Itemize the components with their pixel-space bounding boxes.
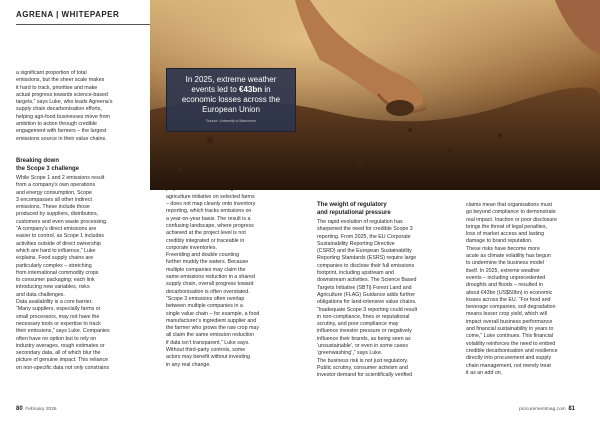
callout-highlight: €43bn xyxy=(239,85,263,94)
section-header: AGRENA | WHITEPAPER xyxy=(16,10,120,19)
col1-intro: a significant proportion of total emissions, but the sheer scale makes it hard to track, prioritise and make actual progress towards science-based targets,” says Luke, who leads Agreena’s supply chain decarbonisation efforts, helping agri-food businesses move from ambition to action through credible engagement with farmers – the largest emissions source in their value chains. xyxy=(16,70,113,142)
footer-right xyxy=(519,406,575,412)
website-url: procurementmag.com xyxy=(519,407,566,412)
callout-text-before: In 2025, extreme weather events led to xyxy=(185,75,277,94)
callout-stat-box xyxy=(166,68,296,132)
col3-heading: The weight of regulatory and reputational pressure xyxy=(317,202,391,216)
page-number-left: 80 xyxy=(16,406,23,412)
col1-heading: Breaking down the Scope 3 challenge xyxy=(16,158,80,172)
col3-body: The rapid evolution of regulation has sharpened the need for credible Scope 3 reporting. From 2025, the EU Corporate Sustainability Reporting Directive (CSRD) and the European Sustainability Reporting Standards (ESRS) require large companies to disclose their full emissions footprint, including upstream and downstream activities. The Science Based Targets Initiative (SBTi) Forest Land and Agriculture (FLAG) Guidance adds further obligations for land-intensive value chains. “Inadequate Scope 3 reporting could result in non-compliance, fines or reputational scrutiny, and poor compliance may influence investor pressure or negatively influence their brands, as being seen as ‘unsustainable’, or even in some cases ‘greenwashing’,” says Luke. The business risk is not just regulatory. Public scrutiny, consumer activism and investor demand for scientifically verified xyxy=(317,219,418,379)
page-number-right: 81 xyxy=(568,406,576,412)
callout-stat xyxy=(175,75,287,115)
col4-body: claims mean that organisations must go beyond compliance to demonstrate real impact. Inaction or poor disclosure brings the threat of legal penalties, loss of market access and lasting damage to brand reputation. These risks have become more acute as climate volatility has begun to undermine the business model itself. In 2025, extreme weather events – including unprecedented droughts and floods – resulted in about €43bn (US$50bn) in economic losses across the EU. “For food and beverage companies, soil degradation means lesser crop yield, which will impact overall business performance and financial sustainability in years to come,” Luke continues. This financial volatility reinforces the need to embed credible decarbonisation and resilience directly into procurement and supply chain management, not merely treat it as an add on. xyxy=(466,202,558,376)
soil-clump xyxy=(386,100,414,116)
header-rule xyxy=(16,24,166,25)
footer-left xyxy=(16,406,57,412)
col1-body: While Scope 1 and 2 emissions result from a company’s own operations and energy consumption, Scope 3 encompasses all other indirect emissions. These include those produced by suppliers, distributors, customers and even waste processing. “A company’s direct emissions are easier to control, as Scope 1 includes activities outside of direct ownership which are hard to influence,” Luke explains. Food supply chains are particularly complex – stretching from international commodity crops to consumer packaging; each link introducing new variables, risks and data challenges. Data availability is a core barrier. “Many suppliers, especially farms or small processors, may not have the necessary tools or expertise to track their emissions,” says Luke. Companies often have no option but to rely on industry averages, rough estimates or secondary data, all of which blur the picture of genuine impact. This reliance on non-specific data not only constrains xyxy=(16,175,110,371)
issue-date: February 2026 xyxy=(25,407,57,412)
callout-source: Source: University of Mannheim xyxy=(206,119,256,123)
callout-text-after: in economic losses across the European Union xyxy=(181,85,281,114)
col2-body: agriculture initiative on selected farms – does not map cleanly onto inventory reporting, which tracks emissions on a year-on-year basis. The result is a confusing landscape, where progress achieved at the project level is not credibly integrated or traceable in corporate inventories. Freeriding and double counting further muddy the waters. Because multiple companies may claim the same emissions reduction in a shared supply chain, overall progress toward decarbonisation is often overstated. “Scope 3 emissions often overlap between multiple companies in a single value chain – for example, a food manufacturer’s ingredient supplier and the farmer who grows the raw crop may all claim the same emission reduction if data isn’t transparent,” Luke says. Without third-party controls, some actors may benefit without investing in any real change. xyxy=(166,193,260,368)
